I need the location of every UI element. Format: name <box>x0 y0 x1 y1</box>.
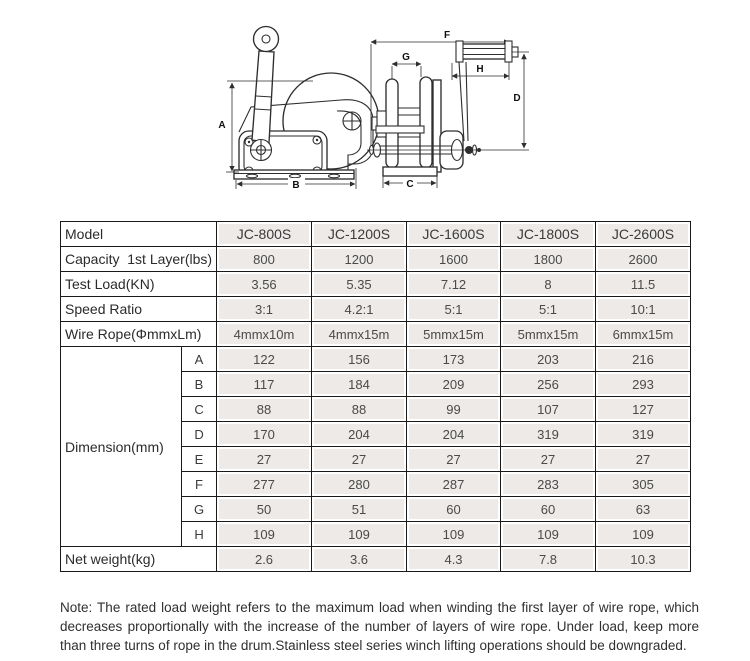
dim-cell: 173 <box>407 347 501 372</box>
dim-cell: 107 <box>501 397 596 422</box>
dim-cell: 27 <box>312 447 407 472</box>
net-weight-cell: 3.6 <box>312 547 407 572</box>
test-load-cell: 7.12 <box>407 272 501 297</box>
row-label-dimension: Dimension(mm) <box>61 347 182 547</box>
dim-cell: 156 <box>312 347 407 372</box>
dim-cell: 109 <box>596 522 691 547</box>
winch-front-view <box>367 30 529 190</box>
table-row-test-load <box>61 272 691 297</box>
dim-cell: 127 <box>596 397 691 422</box>
dim-cell: 204 <box>407 422 501 447</box>
dim-cell: 27 <box>501 447 596 472</box>
dim-cell: 109 <box>407 522 501 547</box>
wire-rope-cell: 4mmx10m <box>217 322 312 347</box>
dim-label-g: G <box>402 52 410 63</box>
dim-cell: 216 <box>596 347 691 372</box>
tie-rod <box>376 126 424 133</box>
wire-rope-cell: 5mmx15m <box>407 322 501 347</box>
speed-ratio-cell: 5:1 <box>501 297 596 322</box>
dim-cell: 184 <box>312 372 407 397</box>
capacity-cell: 1600 <box>407 247 501 272</box>
dim-cell: 293 <box>596 372 691 397</box>
table-row-speed-ratio <box>61 297 691 322</box>
dimension-c <box>383 176 437 190</box>
dim-label-h: H <box>476 64 484 75</box>
dim-label-f: F <box>443 30 451 41</box>
dim-cell: 88 <box>312 397 407 422</box>
test-load-cell: 8 <box>501 272 596 297</box>
model-cell: JC-2600S <box>596 222 691 247</box>
dim-cell: 287 <box>407 472 501 497</box>
dim-cell: 283 <box>501 472 596 497</box>
crank-handle <box>252 27 279 144</box>
dimension-d <box>512 52 529 148</box>
dim-cell: 99 <box>407 397 501 422</box>
dim-cell: 109 <box>501 522 596 547</box>
spec-table <box>60 221 691 572</box>
speed-ratio-cell: 10:1 <box>596 297 691 322</box>
dim-label-d: D <box>513 93 521 104</box>
capacity-cell: 800 <box>217 247 312 272</box>
dim-cell: 27 <box>217 447 312 472</box>
speed-ratio-cell: 3:1 <box>217 297 312 322</box>
dim-cell: 109 <box>312 522 407 547</box>
net-weight-cell: 7.8 <box>501 547 596 572</box>
dim-cell: 209 <box>407 372 501 397</box>
row-label-model: Model <box>61 222 217 247</box>
dimension-h <box>452 63 509 80</box>
model-cell: JC-800S <box>217 222 312 247</box>
speed-ratio-cell: 5:1 <box>407 297 501 322</box>
wire-rope-cell: 6mmx15m <box>596 322 691 347</box>
slotted-screw <box>343 112 361 130</box>
dim-label-c: C <box>406 179 414 190</box>
net-weight-cell: 4.3 <box>407 547 501 572</box>
table-row-model <box>61 222 691 247</box>
dim-cell: 117 <box>217 372 312 397</box>
dim-cell: 319 <box>596 422 691 447</box>
dim-cell: 27 <box>407 447 501 472</box>
dim-label-a: A <box>218 120 226 131</box>
dim-key: E <box>182 447 217 472</box>
dim-cell: 51 <box>312 497 407 522</box>
capacity-cell: 1200 <box>312 247 407 272</box>
dim-cell: 204 <box>312 422 407 447</box>
bracket-arm-inner <box>337 111 361 164</box>
dim-key: F <box>182 472 217 497</box>
dim-cell: 122 <box>217 347 312 372</box>
table-row-dim-a <box>61 347 691 372</box>
dim-cell: 277 <box>217 472 312 497</box>
speed-ratio-cell: 4.2:1 <box>312 297 407 322</box>
dim-cell: 60 <box>501 497 596 522</box>
dim-key: B <box>182 372 217 397</box>
test-load-cell: 11.5 <box>596 272 691 297</box>
dim-cell: 256 <box>501 372 596 397</box>
net-weight-cell: 10.3 <box>596 547 691 572</box>
row-label-wire-rope: Wire Rope(ΦmmxLm) <box>61 322 217 347</box>
dim-cell: 109 <box>217 522 312 547</box>
dim-key: D <box>182 422 217 447</box>
dim-cell: 170 <box>217 422 312 447</box>
row-label-test-load: Test Load(KN) <box>61 272 217 297</box>
dim-cell: 60 <box>407 497 501 522</box>
crank-arm <box>459 62 468 141</box>
dimension-g <box>392 52 421 79</box>
row-label-capacity: Capacity 1st Layer(lbs) <box>61 247 217 272</box>
test-load-cell: 5.35 <box>312 272 407 297</box>
dim-key: A <box>182 347 217 372</box>
dim-cell: 319 <box>501 422 596 447</box>
capacity-cell: 2600 <box>596 247 691 272</box>
model-cell: JC-1600S <box>407 222 501 247</box>
dim-key: H <box>182 522 217 547</box>
test-load-cell: 3.56 <box>217 272 312 297</box>
dim-cell: 305 <box>596 472 691 497</box>
dim-key: C <box>182 397 217 422</box>
dim-cell: 88 <box>217 397 312 422</box>
table-row-capacity <box>61 247 691 272</box>
dim-cell: 203 <box>501 347 596 372</box>
row-label-speed-ratio: Speed Ratio <box>61 297 217 322</box>
row-label-net-weight: Net weight(kg) <box>61 547 217 572</box>
winch-side-view <box>218 27 379 192</box>
table-row-net-weight <box>61 547 691 572</box>
net-weight-cell: 2.6 <box>217 547 312 572</box>
front-base-plate <box>383 167 437 176</box>
dim-key: G <box>182 497 217 522</box>
dim-cell: 280 <box>312 472 407 497</box>
model-cell: JC-1800S <box>501 222 596 247</box>
dim-cell: 50 <box>217 497 312 522</box>
base-plate <box>234 170 354 179</box>
dim-cell: 27 <box>596 447 691 472</box>
handle-knob <box>254 27 279 52</box>
model-cell: JC-1200S <box>312 222 407 247</box>
footnote-text: Note: The rated load weight refers to the maximum load when winding the first layer of wire rope, which decreases proportionally with the increase of the number of layers of wire rope. Under load, keep more than three turns of rope in the drum.Stainless steel series winch lifting operations should be downgraded. <box>60 599 699 653</box>
wire-rope-cell: 5mmx15m <box>501 322 596 347</box>
dim-label-b: B <box>292 180 300 191</box>
capacity-cell: 1800 <box>501 247 596 272</box>
grip-assembly <box>456 41 518 62</box>
wire-rope-cell: 4mmx15m <box>312 322 407 347</box>
technical-drawings <box>0 0 750 215</box>
handle-hub <box>251 140 272 161</box>
dim-cell: 63 <box>596 497 691 522</box>
table-row-wire-rope <box>61 322 691 347</box>
